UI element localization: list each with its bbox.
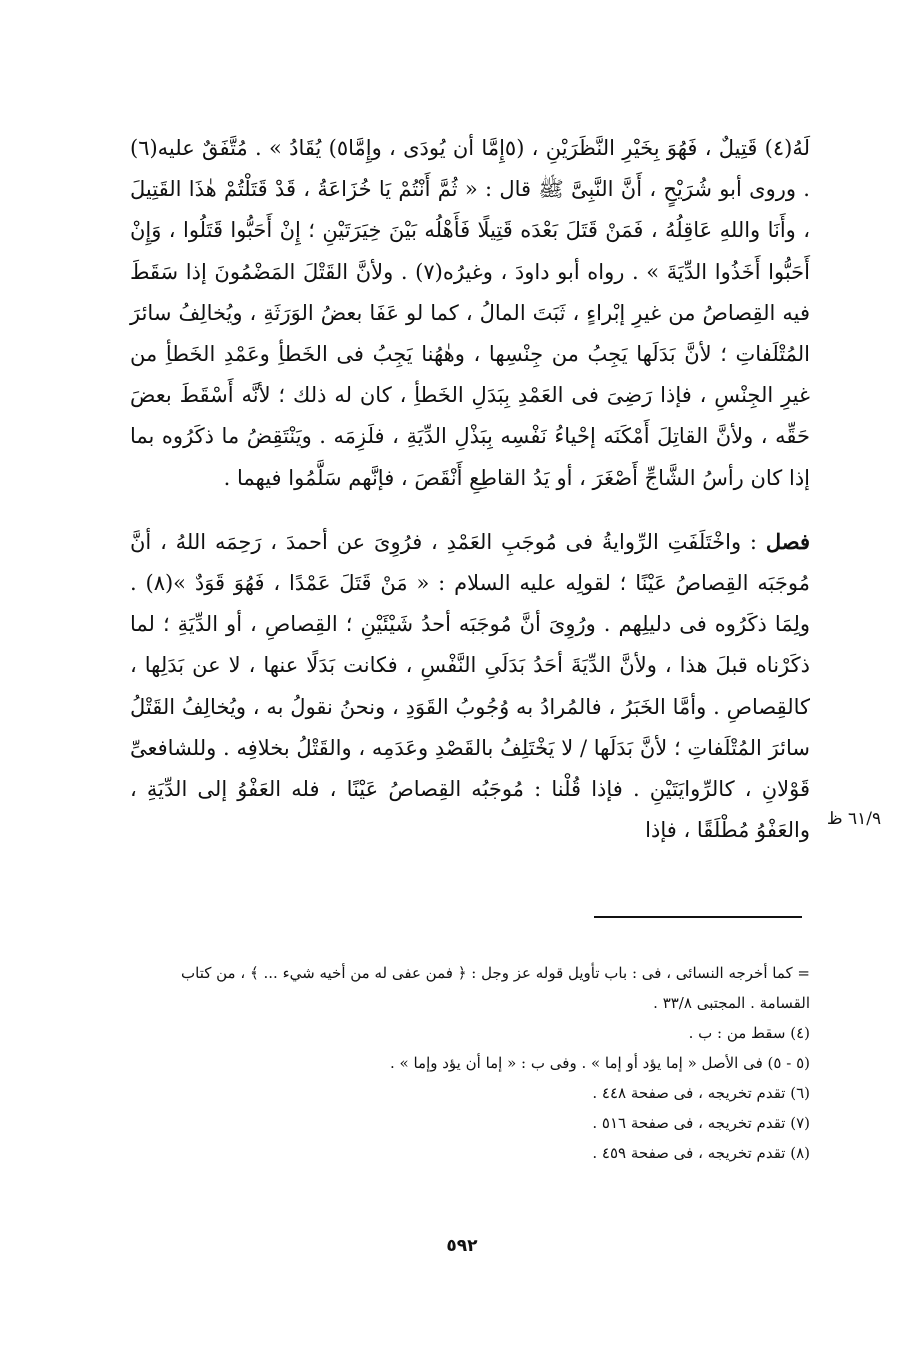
paragraph-2 [130,521,810,852]
paragraph-2-text: : واخْتَلَفَتِ الرِّوايةُ فى مُوجَبِ العَمْدِ ، فرُوِىَ عن أحمدَ ، رَحِمَه اللهُ ، أنَّ مُوجَبَه القِصاصُ عَيْنًا ؛ لقولِه عليه السلام : « مَنْ قَتَلَ عَمْدًا ، فَهُوَ قَوَدٌ »(٨) . ولِمَا ذكَرُوه فى دليلِهم . ورُوِىَ أنَّ مُوجَبَه أحدُ شَيْئَيْنِ ؛ القِصاصِ ، أو الدِّيَةِ ؛ لما ذكَرْناه قبلَ هذا ، ولأنَّ الدِّيَةَ أحَدُ بَدَلَىِ النَّفْسِ ، فكانت بَدَلًا عنها ، لا عن بَدَلِها ، كالقِصاصِ . وأمَّا الخَبَرُ ، فالمُرادُ به وُجُوبُ القَوَدِ ، ونحنُ نقولُ به ، ويُخالِفُ القَتْلُ سائرَ المُتْلَفاتِ ؛ لأنَّ بَدَلَها / لا يَخْتَلِفُ بالقَصْدِ وعَدَمِه ، والقَتْلُ بخلافِه . وللشافعىِّ قَوْلانِ ، كالرِّوايَتَيْنِ . فإذا قُلْنا : مُوجَبُه القِصاصُ عَيْنًا ، فله العَفْوُ إلى الدِّيَةِ ، والعَفْوُ مُطْلَقًا ، فإذا [130,529,810,843]
paragraph-1: لَهُ(٤) قَتِيلٌ ، فَهُوَ بِخَيْرِ النَّظَرَيْنِ ، (٥إِمَّا أن يُودَى ، وإِمَّا٥) يُقَادُ » . مُتَّفَقٌ عليه(٦) . وروى أبو شُرَيْحٍ ، أَنَّ النَّبِىَّ ﷺ قال : « ثُمَّ أَنْتُمْ يَا خُزَاعَةُ ، قَدْ قَتَلْتُمْ هٰذَا القَتِيلَ ، وأَنَا واللهِ عَاقِلُهُ ، فَمَنْ قَتَلَ بَعْدَه قَتِيلًا فَأَهْلُه بَيْنَ خِيَرَتَيْنِ ؛ إِنْ أَحَبُّوا قَتَلُوا ، وَإِنْ أَحَبُّوا أَخَذُوا الدِّيَةَ » . رواه أبو داودَ ، وغيرُه(٧) . ولأنَّ القَتْلَ المَضْمُونَ إذا سَقَطَ فيه القِصاصُ من غيرِ إبْراءٍ ، ثَبَتَ المالُ ، كما لو عَفَا بعضُ الوَرَثَةِ ، ويُخالِفُ سائرَ المُتْلَفاتِ ؛ لأنَّ بَدَلَها يَجِبُ من جِنْسِها ، وهٰهُنا يَجِبُ فى الخَطأِ وعَمْدِ الخَطأِ من غيرِ الجِنْسِ ، فإذا رَضِىَ فى العَمْدِ بِبَدَلِ الخَطأِ ، كان له ذلك ؛ لأنَّه أَسْقَطَ بعضَ حَقِّه ، ولأنَّ القاتِلَ أَمْكَنَه إحْياءُ نَفْسِه بِبَذْلِ الدِّيَةِ ، فلَزِمَه . ويَنْتَقِضُ ما ذكَرُوه بما إذا كان رأسُ الشَّاجِّ أَصْغَرَ ، أو يَدُ القاطِعِ أَنْقَصَ ، فإنَّهم سَلَّمُوا فيهما . [130,136,811,490]
section-heading-fasl: فصل [765,528,810,554]
footnote: = كما أخرجه النسائى ، فى : باب تأويل قوله عز وجل : ﴿ فمن عفى له من أخيه شيء ... ﴾ ، من كتاب القسامة . المجتبى ٣٣/٨ . [181,964,810,1012]
footnote: (٤) سقط من : ب . [688,1024,810,1042]
footnote: (٦) تقدم تخريجه ، فى صفحة ٤٤٨ . [592,1084,810,1102]
footnote-separator [594,916,802,918]
manuscript-folio-note: ٦١/٩ ظ [826,809,882,829]
main-text [130,128,810,851]
footnote: (٧) تقدم تخريجه ، فى صفحة ٥١٦ . [592,1114,810,1132]
footnote: (٥ - ٥) فى الأصل « إما يؤد أو إما » . وفى ب : « إما أن يؤد وإما » . [389,1054,810,1072]
footnote: (٨) تقدم تخريجه ، فى صفحة ٤٥٩ . [592,1144,810,1162]
page-number: ٥٩٢ [446,1236,478,1256]
footnotes [130,958,810,1168]
